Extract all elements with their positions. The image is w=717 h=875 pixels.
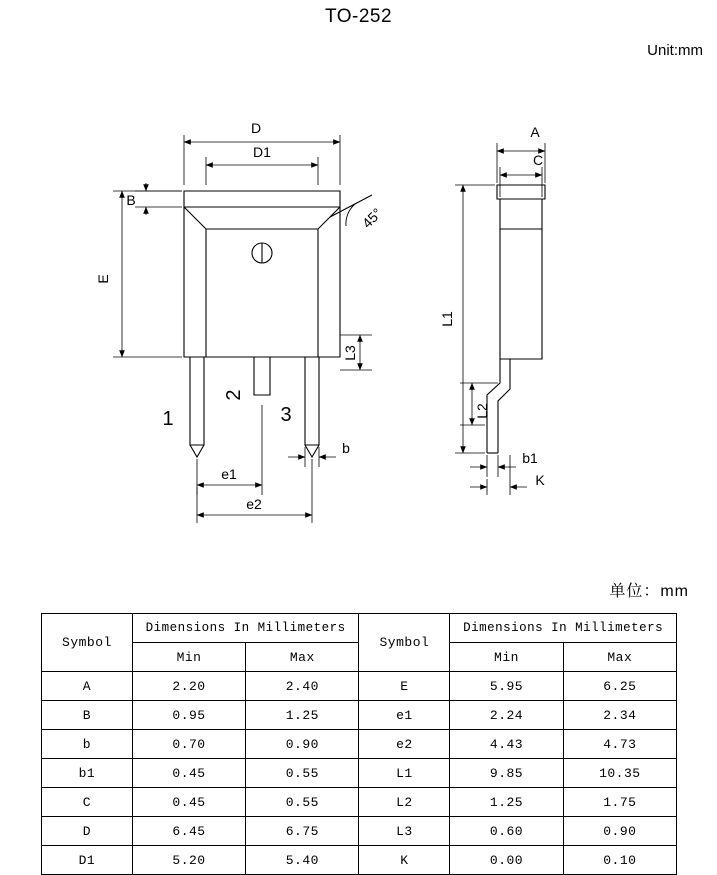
cell-symbol-left: A [42, 672, 133, 701]
page-title: TO-252 [324, 6, 393, 27]
cell-max-left: 6.75 [246, 817, 359, 846]
cell-symbol-left: C [42, 788, 133, 817]
side-view-outline [487, 185, 545, 453]
table-row [42, 672, 677, 701]
cell-min-left: 5.20 [132, 846, 245, 875]
header-min-left: Min [132, 643, 245, 672]
label-A: A [530, 124, 540, 140]
cell-symbol-left: b [42, 730, 133, 759]
label-L2: L2 [474, 403, 490, 419]
cell-min-left: 0.45 [132, 759, 245, 788]
header-max-right: Max [563, 643, 676, 672]
front-view-dimensions [113, 135, 372, 523]
front-view-labels [95, 120, 385, 512]
label-b: b [342, 440, 350, 456]
cell-min-right: 1.25 [450, 788, 563, 817]
cell-symbol-left: b1 [42, 759, 133, 788]
cell-symbol-right: L2 [359, 788, 450, 817]
cell-min-left: 0.95 [132, 701, 245, 730]
cell-min-left: 6.45 [132, 817, 245, 846]
unit-note-bottom: 单位：mm [609, 583, 689, 600]
cell-symbol-right: K [359, 846, 450, 875]
label-pin-1: 1 [162, 408, 174, 430]
cell-max-left: 0.55 [246, 788, 359, 817]
label-e2: e2 [246, 496, 262, 512]
header-max-left: Max [246, 643, 359, 672]
cell-min-right: 4.43 [450, 730, 563, 759]
header-symbol-left: Symbol [42, 614, 133, 672]
cell-max-left: 0.55 [246, 759, 359, 788]
cell-symbol-right: L3 [359, 817, 450, 846]
label-D1: D1 [253, 144, 271, 160]
label-b1: b1 [522, 450, 538, 466]
cell-max-left: 2.40 [246, 672, 359, 701]
header-dimensions-left: Dimensions In Millimeters [132, 614, 359, 643]
header-symbol-right: Symbol [359, 614, 450, 672]
header-dimensions-right: Dimensions In Millimeters [450, 614, 677, 643]
cell-symbol-right: e2 [359, 730, 450, 759]
label-L1: L1 [439, 311, 455, 327]
cell-max-right: 10.35 [563, 759, 676, 788]
table-row [42, 759, 677, 788]
cell-max-right: 0.10 [563, 846, 676, 875]
cell-symbol-right: E [359, 672, 450, 701]
table-row [42, 730, 677, 759]
cell-min-right: 0.00 [450, 846, 563, 875]
cell-max-right: 0.90 [563, 817, 676, 846]
label-pin-3: 3 [280, 404, 292, 426]
cell-max-left: 5.40 [246, 846, 359, 875]
label-angle-45: 45° [358, 204, 386, 232]
cell-symbol-left: B [42, 701, 133, 730]
header-min-right: Min [450, 643, 563, 672]
label-B: B [126, 192, 136, 208]
cell-min-right: 5.95 [450, 672, 563, 701]
cell-symbol-right: L1 [359, 759, 450, 788]
cell-min-right: 2.24 [450, 701, 563, 730]
table-row [42, 846, 677, 875]
label-L3: L3 [342, 345, 358, 361]
cell-min-right: 0.60 [450, 817, 563, 846]
cell-max-right: 1.75 [563, 788, 676, 817]
table-header-row-1 [42, 614, 677, 643]
table-row [42, 817, 677, 846]
package-drawing [0, 95, 717, 550]
cell-symbol-left: D1 [42, 846, 133, 875]
cell-max-right: 6.25 [563, 672, 676, 701]
table-row [42, 788, 677, 817]
front-view-outline [184, 191, 372, 457]
dimensions-table [41, 613, 677, 875]
cell-min-left: 2.20 [132, 672, 245, 701]
cell-min-left: 0.45 [132, 788, 245, 817]
label-e1: e1 [221, 466, 237, 482]
side-view-labels [439, 124, 545, 488]
cell-max-left: 0.90 [246, 730, 359, 759]
cell-min-left: 0.70 [132, 730, 245, 759]
label-D: D [250, 120, 262, 136]
cell-symbol-left: D [42, 817, 133, 846]
cell-max-right: 4.73 [563, 730, 676, 759]
cell-max-left: 1.25 [246, 701, 359, 730]
label-pin-2: 2 [223, 389, 245, 401]
unit-note-top: Unit:mm [647, 42, 703, 59]
table-row [42, 701, 677, 730]
label-C: C [532, 152, 544, 168]
cell-symbol-right: e1 [359, 701, 450, 730]
cell-max-right: 2.34 [563, 701, 676, 730]
cell-min-right: 9.85 [450, 759, 563, 788]
label-E: E [95, 274, 111, 284]
label-K: K [535, 472, 545, 488]
